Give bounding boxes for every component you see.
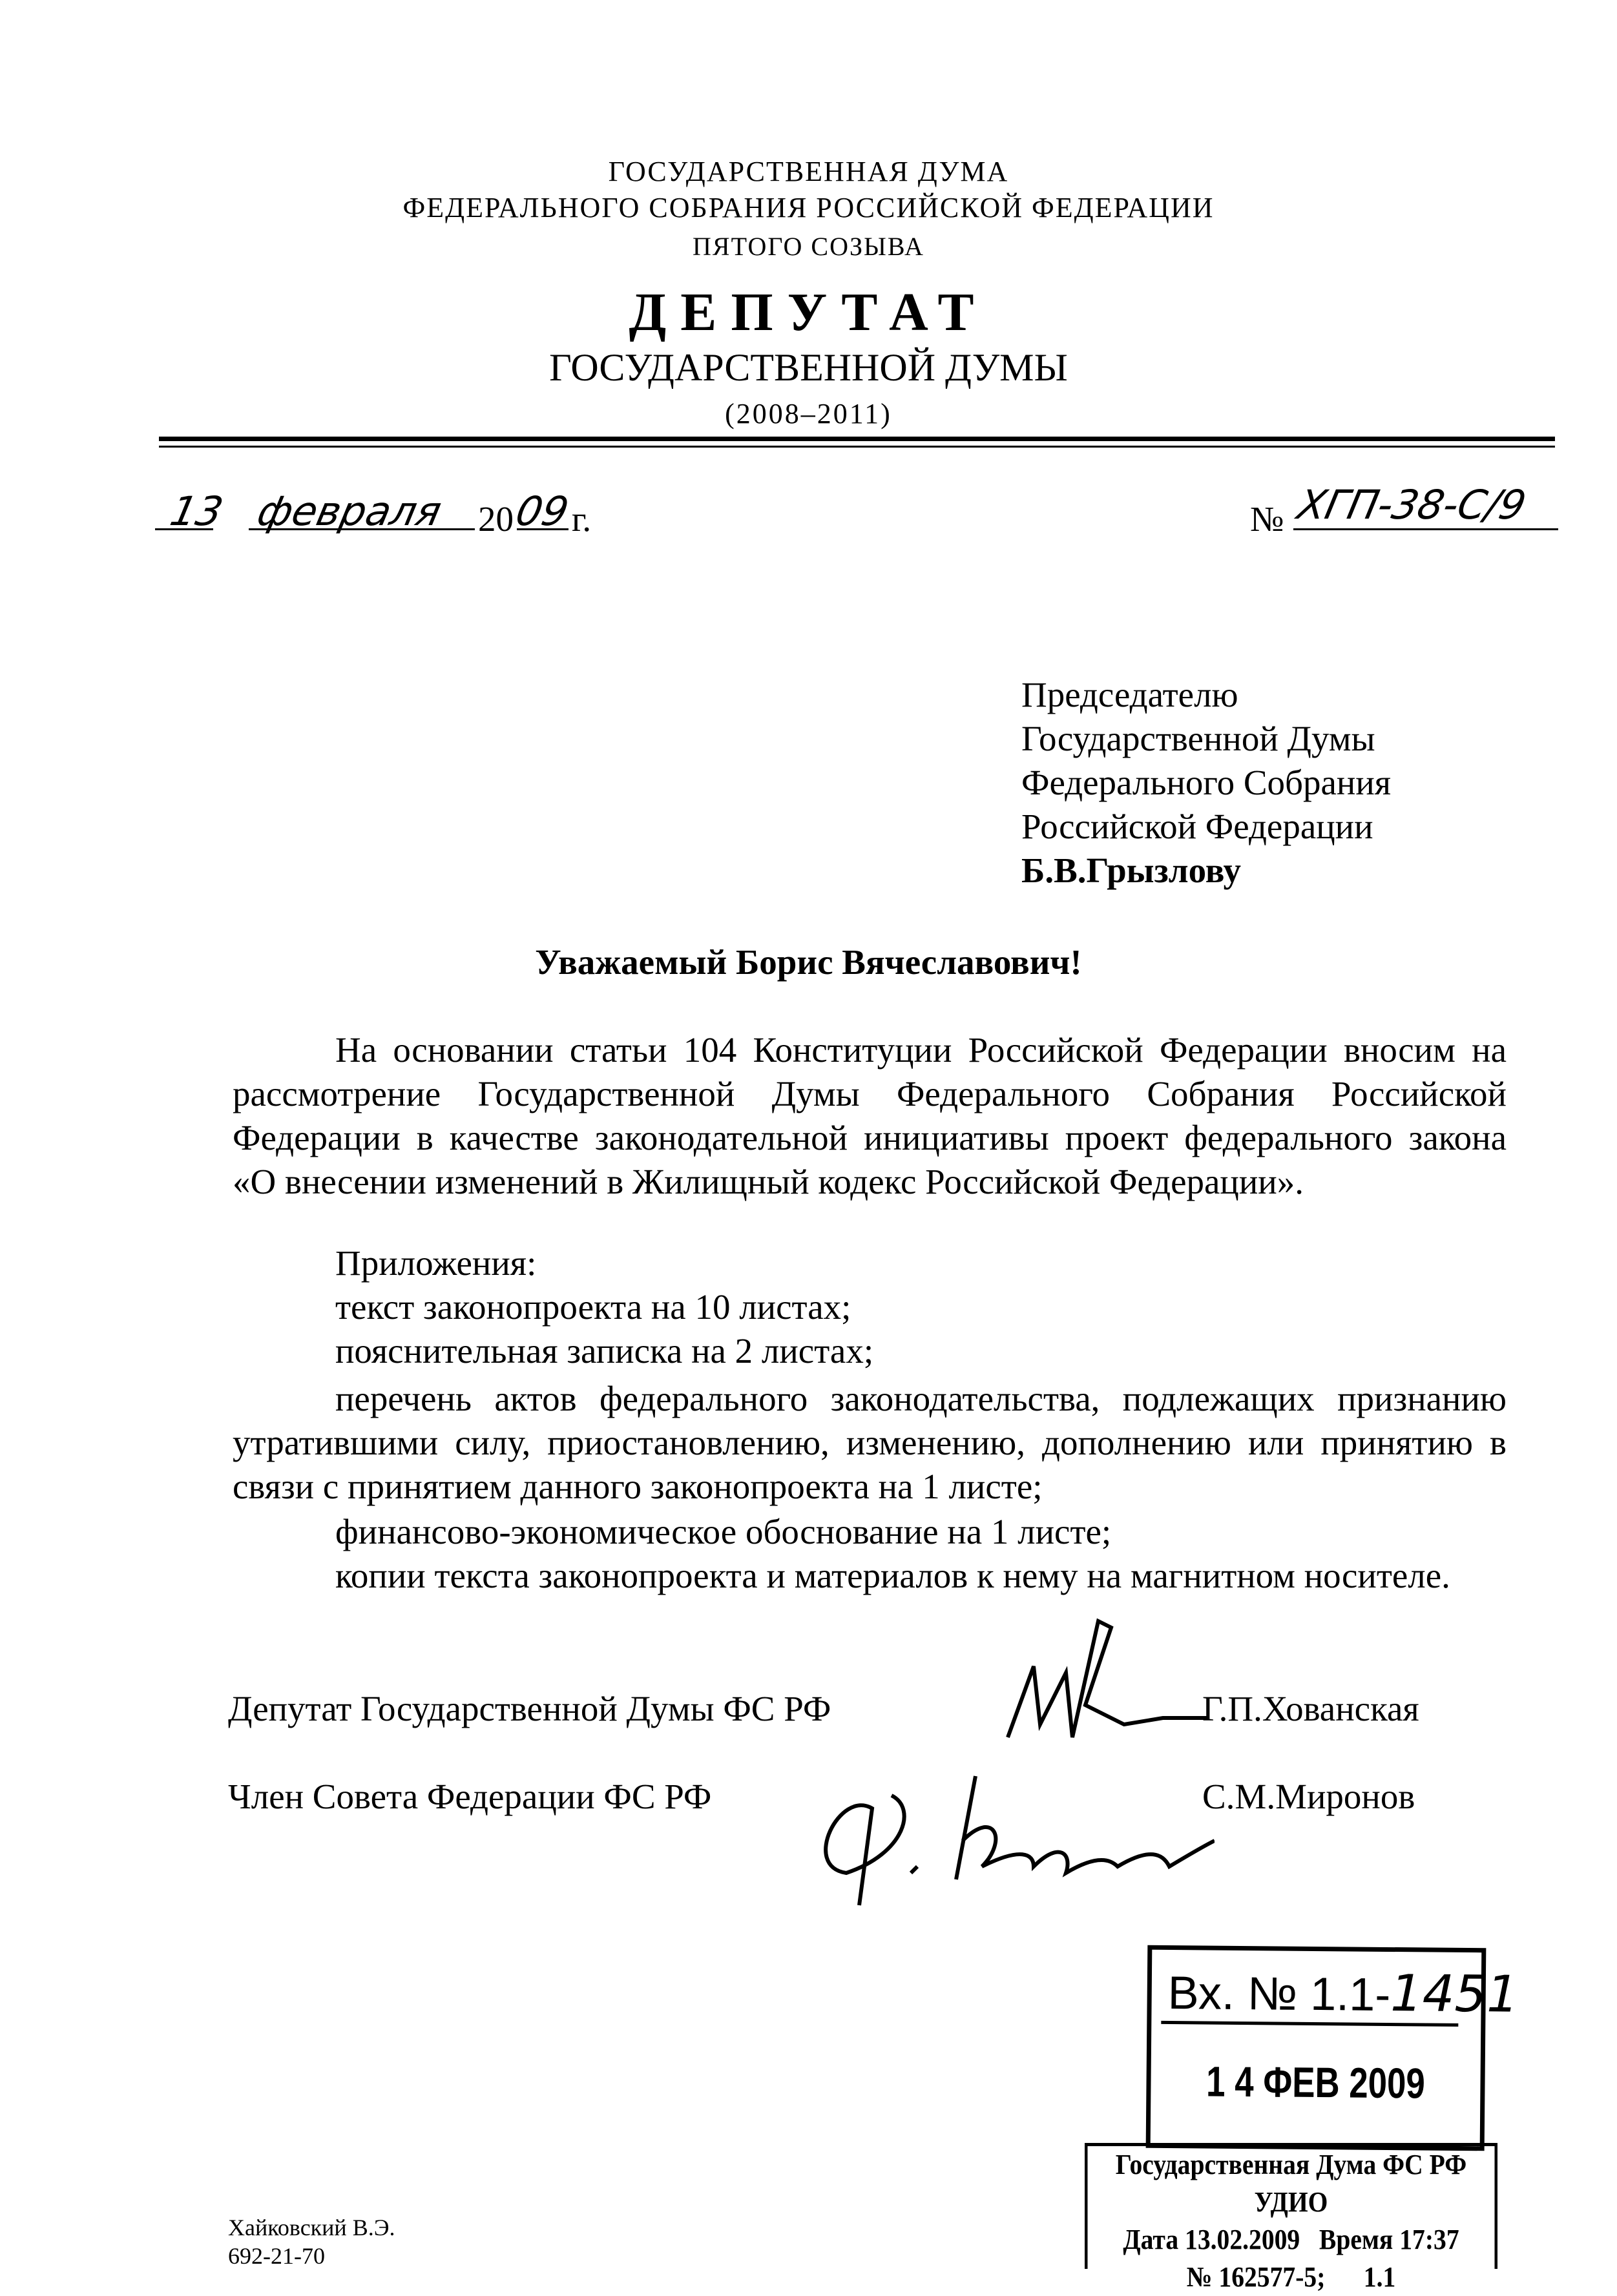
registry-stamp-line: Дата 13.02.2009 Время 17:37 [1123, 2224, 1459, 2255]
header-line-2: ФЕДЕРАЛЬНОГО СОБРАНИЯ РОССИЙСКОЙ ФЕДЕРАЦИИ [402, 192, 1215, 223]
header-line-1: ГОСУДАРСТВЕННАЯ ДУМА [608, 156, 1009, 187]
registry-stamp-line: Государственная Дума ФС РФ УДИО [1115, 2149, 1467, 2218]
addressee-line: Федерального Собрания [1021, 763, 1392, 802]
handwritten-signatures [762, 1595, 1215, 1931]
registry-stamp-line: № 162577-5; 1.1 [1186, 2261, 1396, 2293]
date-year-mark: г. [572, 499, 592, 539]
header-subtitle: ГОСУДАРСТВЕННОЙ ДУМЫ [549, 346, 1068, 389]
addressee-name: Б.В.Грызлову [1021, 851, 1242, 890]
registry-stamp [1085, 2143, 1497, 2293]
date-year-prefix: 20 [478, 499, 514, 539]
executor-name: Хайковский В.Э. [228, 2215, 395, 2240]
date-year-underline [517, 528, 569, 530]
number-label: № [1250, 499, 1284, 539]
greeting: Уважаемый Борис Вячеславович! [535, 942, 1082, 982]
date-month-underline [249, 528, 475, 530]
addressee-line: Государственной Думы [1021, 719, 1375, 758]
outgoing-number: ХГП-38-С/9 [1293, 481, 1530, 528]
incoming-stamp-date: 1 4 ФЕВ 2009 [1205, 2057, 1426, 2107]
header-rule-thin [159, 446, 1555, 448]
signatory-role: Член Совета Федерации ФС РФ [228, 1777, 712, 1816]
date-year-suffix: 09 [512, 488, 573, 535]
signatory-name: Г.П.Хованская [1202, 1689, 1419, 1728]
date-day: 13 [166, 488, 227, 535]
attachment-item: текст законопроекта на 10 листах; [335, 1287, 851, 1327]
date-day-underline [155, 528, 213, 530]
attachment-item: копии текста законопроекта и материалов к нему на магнитном носителе. [335, 1556, 1450, 1595]
header-years: (2008–2011) [725, 398, 892, 429]
header-rule-thick [159, 437, 1555, 441]
date-month: февраля [253, 488, 446, 535]
number-underline [1293, 528, 1558, 530]
signatory-role: Депутат Государственной Думы ФС РФ [228, 1689, 831, 1728]
attachment-item: финансово-экономическое обоснование на 1 листе; [335, 1512, 1112, 1551]
header-title: ДЕПУТАТ [629, 282, 988, 342]
addressee-line: Председателю [1021, 675, 1238, 714]
incoming-stamp-prefix: Вх. № 1.1- [1167, 1967, 1391, 2022]
signatory-name: С.М.Миронов [1202, 1777, 1415, 1816]
attachment-item: перечень актов федерального законодательства, подлежащих признанию утратившими силу, приостановлению, изменению, дополнению или принятию в связи с принятием данного законопроекта на 1 листе; [233, 1379, 1507, 1506]
body-paragraph: На основании статьи 104 Конституции Российской Федерации вносим на рассмотрение Государственной Думы Федерального Собрания Российской Федерации в качестве законодательной инициативы проект федерального закона «О внесении изменений в Жилищный кодекс Российской Федерации». [233, 1030, 1507, 1201]
header-line-3: ПЯТОГО СОЗЫВА [693, 232, 924, 261]
executor-phone: 692-21-70 [228, 2243, 325, 2269]
incoming-stamp [1146, 1945, 1519, 2151]
incoming-stamp-number: 1451 [1390, 1965, 1519, 2024]
attachment-item: пояснительная записка на 2 листах; [335, 1331, 874, 1370]
attachments-title: Приложения: [335, 1243, 537, 1283]
addressee-line: Российской Федерации [1021, 807, 1373, 846]
